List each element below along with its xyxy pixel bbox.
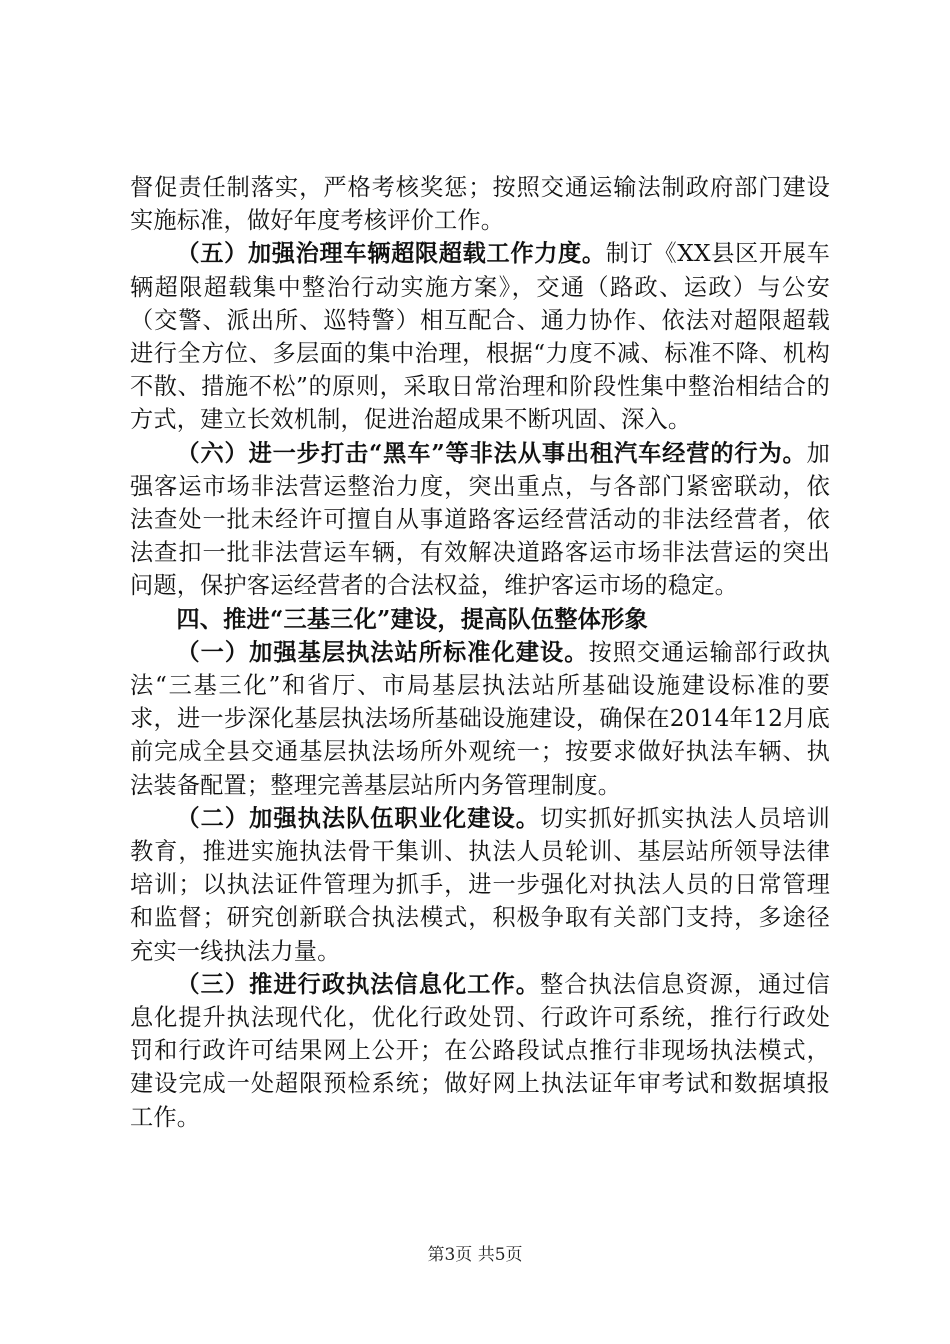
section-heading: 四、推进“三基三化”建设，提高队伍整体形象 — [176, 605, 648, 633]
section-paragraph-1 — [130, 636, 830, 802]
paragraph-heading: （二）加强执法队伍职业化建设。 — [176, 804, 540, 832]
paragraph-body: 切实抓好抓实执法人员培训教育，推进实施执法骨干集训、执法人员轮训、基层站所领导法律培训；以执法证件管理为抓手，进一步强化对执法人员的日常管理和监督；研究创新联合执法模式，积极争取有关部门支持，多途径充实一线执法力量。 — [130, 804, 831, 965]
document-body — [130, 171, 830, 1134]
page-footer — [0, 1240, 950, 1265]
paragraph-item-6 — [130, 437, 830, 603]
paragraph-item-5 — [130, 237, 830, 436]
paragraph-heading: （一）加强基层执法站所标准化建设。 — [176, 638, 589, 666]
paragraph-body: 加强客运市场非法营运整治力度，突出重点，与各部门紧密联动，依法查处一批未经许可擅自从事道路客运经营活动的非法经营者，依法查扣一批非法营运车辆，有效解决道路客运市场非法营运的突出问题，保护客运经营者的合法权益，维护客运市场的稳定。 — [130, 439, 830, 600]
section-paragraph-3 — [130, 968, 830, 1134]
section-paragraph-2 — [130, 802, 830, 968]
paragraph-continuation — [130, 171, 830, 237]
paragraph-body: 按照交通运输部行政执法“三基三化”和省厅、市局基层执法站所基础设施建设标准的要求，进一步深化基层执法场所基础设施建设，确保在2014年12月底前完成全县交通基层执法场所外观统一；按要求做好执法车辆、执法装备配置；整理完善基层站所内务管理制度。 — [130, 638, 830, 799]
paragraph-heading: （六）进一步打击“黑车”等非法从事出租汽车经营的行为。 — [176, 439, 807, 467]
paragraph-body: 督促责任制落实，严格考核奖惩；按照交通运输法制政府部门建设实施标准，做好年度考核评价工作。 — [130, 174, 830, 235]
paragraph-heading: （五）加强治理车辆超限超载工作力度。 — [176, 240, 606, 268]
paragraph-heading: （三）推进行政执法信息化工作。 — [176, 970, 540, 998]
paragraph-body: 制订《XX县区开展车辆超限超载集中整治行动实施方案》，交通（路政、运政）与公安（交警、派出所、巡特警）相互配合、通力协作、依法对超限超载进行全方位、多层面的集中治理，根据“力度不减、标准不降、机构不散、措施不松”的原则，采取日常治理和阶段性集中整治相结合的方式，建立长效机制，促进治超成果不断巩固、深入。 — [130, 240, 830, 434]
paragraph-body: 整合执法信息资源，通过信息化提升执法现代化，优化行政处罚、行政许可系统，推行行政处罚和行政许可结果网上公开；在公路段试点推行非现场执法模式，建设完成一处超限预检系统；做好网上执法证年审考试和数据填报工作。 — [130, 970, 831, 1131]
page-number-label: 第3页 共5页 — [427, 1245, 523, 1265]
